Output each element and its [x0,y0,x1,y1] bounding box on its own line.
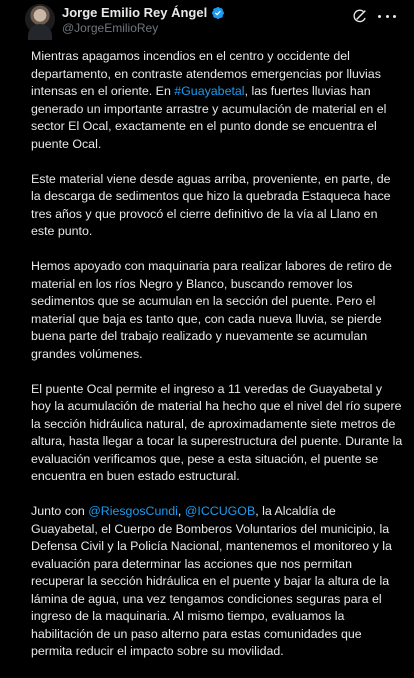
tweet-paragraph-5 [31,503,403,661]
avatar[interactable] [25,4,55,34]
grok-icon[interactable] [352,8,368,24]
paragraph-text: , la Alcaldía de Guayabetal, el Cuerpo de Bomberos Voluntarios del municipio, la Defensa Civil y la Policía Nacional, mantenemos el monitoreo y la evaluación para determinar las acciones que nos permitan recuperar la sección hidráulica en el puente y bajar la altura de la lámina de agua, una vez tengamos condiciones seguras para el ingreso de la maquinaria. Al mismo tiempo, evaluamos la habilitación de un paso alterno para estas comunidades que permita reducir el impacto sobre su movilidad. [31,504,392,658]
tweet-paragraph-3: Hemos apoyado con maquinaria para realizar labores de retiro de material en los ríos Negro y Blanco, buscando remover los sedimentos que se acumulan en la sección del puente. Pero el material que baja es tanto que, con cada nueva lluvia, se pierde buena parte del trabajo realizado y nuevamente se acumulan grandes volúmenes. [31,259,392,361]
paragraph-text: , [177,504,185,518]
mention-link-riesgoscundi[interactable]: @RiesgosCundi [88,504,178,518]
hashtag-link[interactable]: #Guayabetal [174,84,245,98]
tweet-header [0,0,414,40]
author-handle[interactable]: @JorgeEmilioRey [62,21,159,35]
more-dot [393,15,396,18]
more-dot [378,15,381,18]
author-name-row[interactable] [62,5,225,20]
avatar-figure [28,24,52,40]
mention-link-iccugob[interactable]: @ICCUGOB [184,504,256,518]
verified-badge-icon [211,6,225,20]
tweet-paragraph-4: El puente Ocal permite el ingreso a 11 veredas de Guayabetal y hoy la acumulación de material ha hecho que el nivel del río supere la sección hidráulica natural, de aproximadamente siete metros de altura, hasta llegar a tocar la superestructura del puente. Durante la evaluación verificamos que, pese a esta situación, el puente se encuentra en buen estado estructural. [31,381,403,483]
paragraph-text: Junto con [31,504,89,518]
paragraph-text: Mientras apagamos incendios en el centro y occidente del departamento, en contraste atendemos emergencias por lluvias intensas en el oriente. En [31,49,381,98]
more-dot [386,15,389,18]
paragraph-text: , las fuertes lluvias han generado un importante arrastre y acumulación de material en el sector El Ocal, exactamente en el punto donde se encuentra el puente Ocal. [31,84,387,151]
more-options-icon[interactable] [378,8,396,24]
author-name[interactable]: Jorge Emilio Rey Ángel [62,5,208,20]
tweet-text [31,48,403,678]
tweet-paragraph-1 [31,48,403,153]
tweet-paragraph-2: Este material viene desde aguas arriba, proveniente, en parte, de la descarga de sedimentos que hizo la quebrada Estaqueca hace tres años y que provocó el cierre definitivo de la vía al Llano en este punto. [31,171,391,238]
